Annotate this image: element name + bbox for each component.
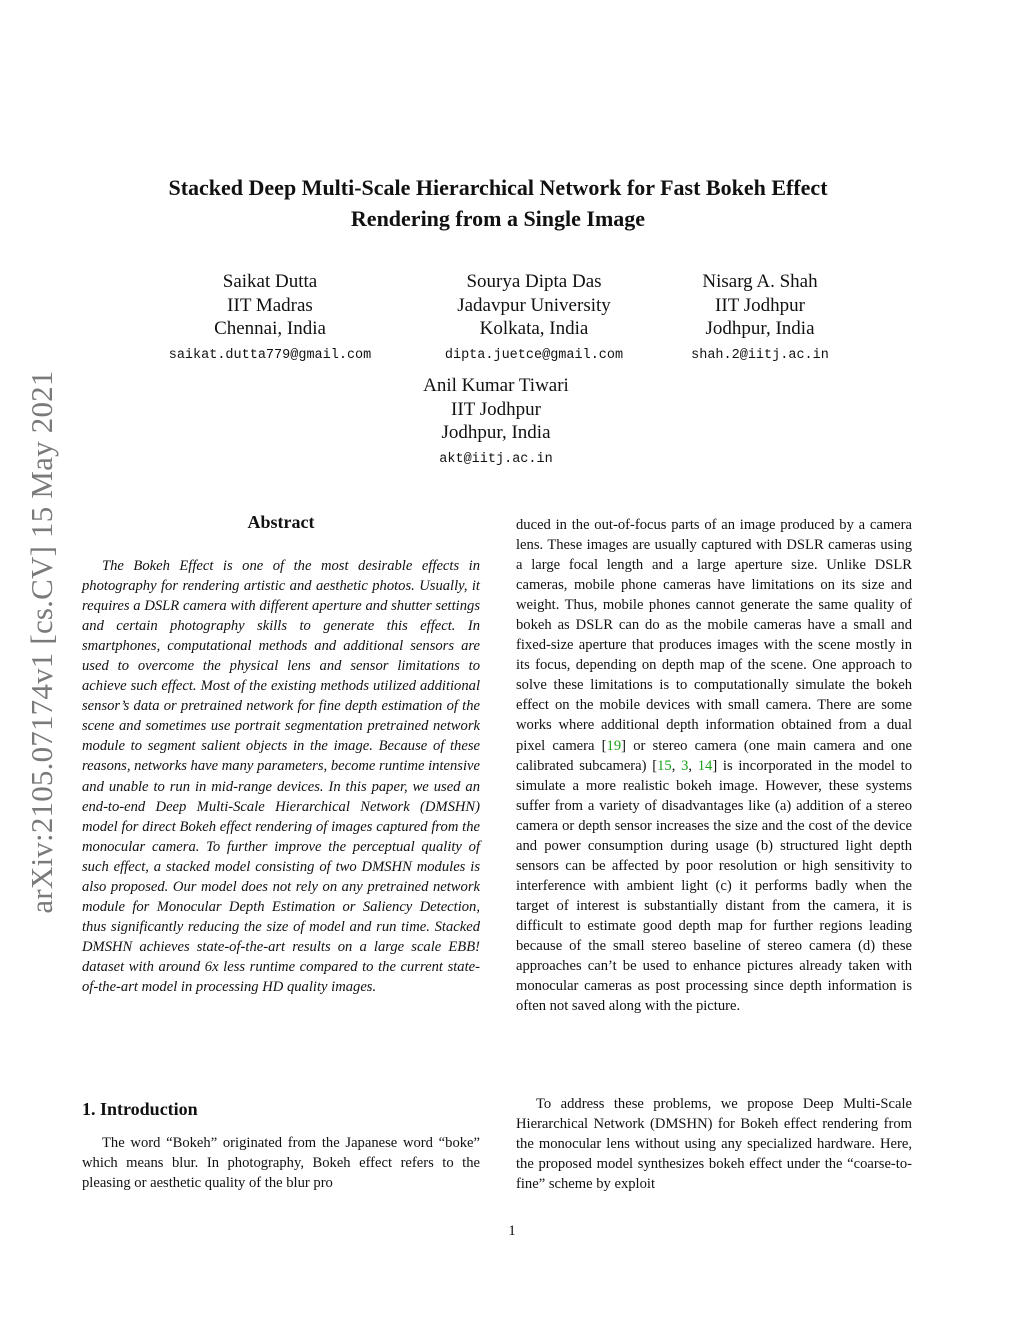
citation-link[interactable]: 15 (657, 757, 672, 774)
right-column-paragraph-2: To address these problems, we propose Deep Multi-Scale Hierarchical Network (DMSHN) for Bokeh effect rendering from the monocular lens without using any specialized hardware. Here, the proposed model synthesizes bokeh effect under the “coarse-to-fine” scheme by exploit (516, 1096, 912, 1193)
author-email[interactable]: akt@iitj.ac.in (439, 451, 553, 467)
citation-link[interactable]: 3 (681, 757, 689, 774)
author-email[interactable]: shah.2@iitj.ac.in (691, 347, 829, 363)
title-line-1: Stacked Deep Multi-Scale Hierarchical Network for Fast Bokeh Effect (168, 175, 828, 200)
abstract-heading: Abstract (247, 512, 315, 532)
citation-separator: , (671, 757, 682, 774)
citation-link[interactable]: 19 (606, 737, 622, 754)
author-location: Jodhpur, India (705, 318, 815, 339)
author-affiliation: Jadavpur University (457, 294, 611, 316)
author-name: Saikat Dutta (222, 271, 318, 292)
author-name: Nisarg A. Shah (702, 271, 818, 292)
author-block-3 (620, 270, 900, 365)
author-name: Sourya Dipta Das (466, 271, 602, 292)
body-text: ] or stereo camera (one main camera and one calibrated subcamera) [ (516, 737, 912, 774)
author-block-1 (130, 270, 410, 365)
citation-link[interactable]: 14 (697, 757, 713, 774)
right-column-paragraph-1 (516, 515, 912, 1016)
author-location: Jodhpur, India (441, 422, 551, 443)
author-affiliation: IIT Madras (227, 294, 313, 316)
citation-separator: , (688, 757, 698, 774)
introduction-heading: 1. Introduction (82, 1099, 198, 1119)
author-block-4 (356, 374, 636, 469)
author-email[interactable]: saikat.dutta779@gmail.com (168, 347, 372, 363)
author-affiliation: IIT Jodhpur (715, 294, 805, 316)
body-text: ] is incorporated in the model to simulate a more realistic bokeh image. However, these systems suffer from a variety of disadvantages like (a) addition of a stereo camera or depth sensor increases the size and the cost of the device and power consumption during usage (b) structured light depth sensors can be affected by poor resolution or high sensitivity to interference with ambient light (c) it performs badly when the target of interest is substantially distant from the camera, it is difficult to estimate good depth map for further regions leading because of the small stereo baseline of stereo camera (d) these approaches can’t be used to enhance pictures already taken with monocular cameras as post processing since depth information is often not saved along with the picture. (516, 757, 912, 1015)
author-location: Chennai, India (214, 318, 326, 339)
paper-title (110, 172, 886, 234)
introduction-text: The word “Bokeh” originated from the Japanese word “boke” which means blur. In photography, Bokeh effect refers to the pleasing or aesthetic quality of the blur pro (82, 1135, 480, 1192)
title-line-2: Rendering from a Single Image (350, 206, 646, 231)
author-name: Anil Kumar Tiwari (423, 375, 569, 396)
author-affiliation: IIT Jodhpur (451, 398, 541, 420)
abstract-text: The Bokeh Effect is one of the most desirable effects in photography for rendering artistic and aesthetic photos. Usually, it requires a DSLR camera with different aperture and shutter settings and certain photography skills to generate this effect. In smartphones, computational methods and additional sensors are used to overcome the physical lens and sensor limitations to achieve such effect. Most of the existing methods utilized additional sensor’s data or pretrained network for fine depth estimation of the scene and sometimes use portrait segmentation pretrained network module to segment salient objects in the image. Because of these reasons, networks have many parameters, become runtime intensive and unable to run in mid-range devices. In this paper, we used an end-to-end Deep Multi-Scale Hierarchical Network (DMSHN) model for direct Bokeh effect rendering of images captured from the monocular camera. To further improve the perceptual quality of such effect, a stacked model consisting of two DMSHN modules is also proposed. Our model does not rely on any pretrained network module for Monocular Depth Estimation or Saliency Detection, thus significantly reducing the size of model and run time. Stacked DMSHN achieves state-of-the-art results on a large scale EBB! dataset with around 6x less runtime compared to the current state-of-the-art model in processing HD quality images. (82, 558, 480, 995)
author-location: Kolkata, India (479, 318, 589, 339)
author-email[interactable]: dipta.juetce@gmail.com (444, 347, 624, 363)
page-number: 1 (508, 1223, 516, 1239)
body-text: duced in the out-of-focus parts of an image produced by a camera lens. These images are usually captured with DSLR cameras using a large focal length and a large aperture size. Unlike DSLR cameras, mobile phone cameras have limitations on its size and weight. Thus, mobile phones cannot generate the same quality of bokeh as DSLR can do as the mobile cameras have a small and fixed-size aperture that produces images with the scene mostly in its focus, depending on depth map of the scene. One approach to solve these limitations is to computationally simulate the bokeh effect on the mobile devices with small camera. There are some works where additional depth information obtained from a dual pixel camera [ (516, 517, 912, 754)
arxiv-watermark: arXiv:2105.07174v1 [cs.CV] 15 May 2021 (24, 370, 59, 914)
